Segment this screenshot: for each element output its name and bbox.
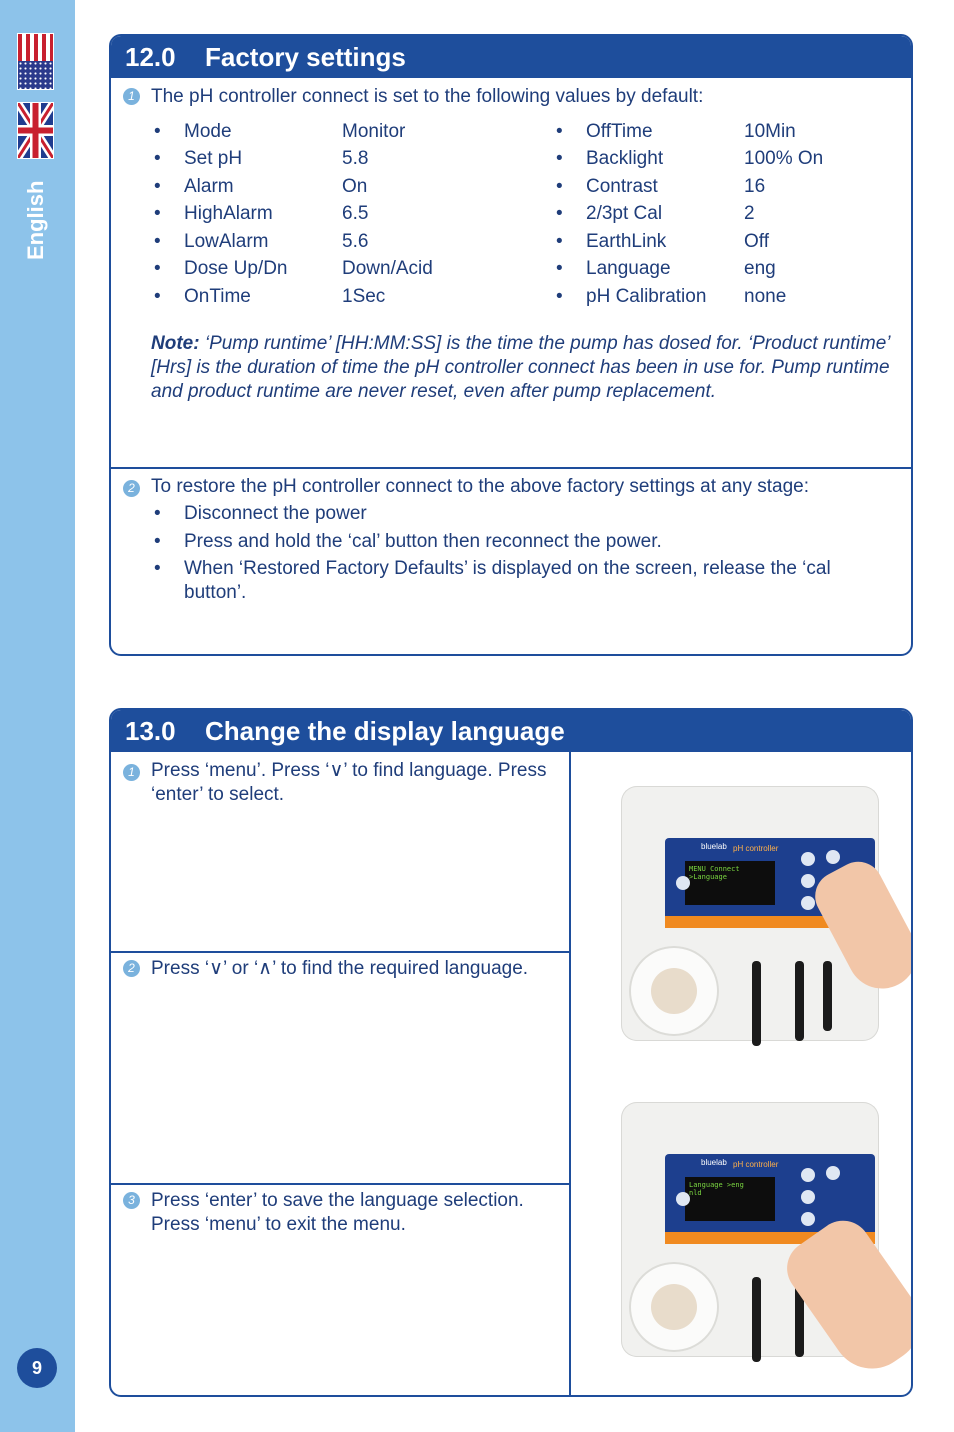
device-photo-menu [621, 786, 903, 1056]
step-divider [111, 951, 570, 953]
device-photo-language [621, 1102, 903, 1372]
step-text: Press ‘menu’. Press ‘∨’ to find language. Press ‘enter’ to select. [151, 760, 547, 805]
up-button [801, 874, 815, 888]
device-screen: MENU Connect >Language [685, 861, 775, 905]
cal-button [676, 876, 690, 890]
runtime-note [151, 332, 903, 404]
sidebar [0, 0, 75, 1432]
device-model-label: pH controller [733, 844, 779, 853]
section-13-header [111, 710, 911, 752]
uk-flag-icon [17, 102, 54, 159]
note-label: Note: [151, 333, 200, 354]
up-button [801, 1190, 815, 1204]
cable [795, 961, 804, 1041]
step-text: Press ‘enter’ to save the language selection. Press ‘menu’ to exit the menu. [151, 1190, 524, 1235]
pump-rotor [651, 968, 697, 1014]
down-button [801, 1212, 815, 1226]
pump-rotor [651, 1284, 697, 1330]
device-screen: Language >eng nld [685, 1177, 775, 1221]
factory-settings-panel: 12.0 Factory settings 1 The pH controller connect is set to the following values by default: • Mode Monitor • Set pH 5.8 • Alarm On • HighAlarm 6.5 • LowAlarm 5.6 • Dose Up/Dn Down/Acid • OnTime 1Sec • OffTime 10Min • Backlight 100% On • Contrast 16 • 2/3pt Cal 2 • EarthLink Off • Language eng • pH Calibration none Note: ‘Pump runtime’ [HH:MM:SS] is the time the pump has dosed for. ‘Product runtime’ [Hrs] is the duration of time the pH controller connect has been in use for. Pump runtime and product runtime are never reset, even after pump replacement. 2 To restore the pH controller connect to the above factory settings at any stage: • Disconnect the power • Press and hold the ‘cal’ button then reconnect the power. • When ‘Restored Factory Defaults’ is displayed on the screen, release the ‘cal button’. [109, 34, 913, 656]
step-number-badge: 3 [123, 1192, 140, 1209]
step-number-badge: 1 [123, 88, 140, 105]
list-item: • When ‘Restored Factory Defaults’ is displayed on the screen, release the ‘cal button’. [154, 558, 831, 603]
change-language-panel [109, 708, 913, 1397]
column-divider [569, 752, 571, 1395]
cable [823, 961, 832, 1031]
device-model-label: pH controller [733, 1160, 779, 1169]
note-text: ‘Pump runtime’ [HH:MM:SS] is the time the pump has dosed for. ‘Product runtime’ [Hrs] is the duration of time the pH controller connect has been in use for. Pump runtime and product runtime are never reset, even after pump replacement. [151, 333, 890, 402]
step-text: Press ‘∨’ or ‘∧’ to find the required language. [151, 958, 529, 979]
section-number: 13.0 [125, 716, 176, 746]
section-number: 12.0 [125, 42, 176, 72]
cable [752, 961, 761, 1046]
down-button [801, 896, 815, 910]
cable [752, 1277, 761, 1362]
brand-logo: bluelab [701, 842, 727, 851]
enter-button [826, 850, 840, 864]
menu-button [801, 852, 815, 866]
step-number-badge: 2 [123, 960, 140, 977]
page-number: 9 [17, 1348, 57, 1388]
section-title: Change the display language [205, 716, 565, 746]
defaults-intro: The pH controller connect is set to the following values by default: [151, 86, 704, 107]
restore-intro: To restore the pH controller connect to the above factory settings at any stage: [151, 476, 809, 497]
section-12-header [111, 36, 911, 78]
enter-button [826, 1166, 840, 1180]
cal-button [676, 1192, 690, 1206]
language-label: English [23, 180, 48, 260]
menu-button [801, 1168, 815, 1182]
brand-logo: bluelab [701, 1158, 727, 1167]
step-number-badge: 1 [123, 764, 140, 781]
us-flag-icon [17, 33, 54, 90]
section-title: Factory settings [205, 42, 406, 72]
step-divider [111, 1183, 570, 1185]
step-number-badge: 2 [123, 480, 140, 497]
section-divider [111, 467, 911, 469]
list-item: • Press and hold the ‘cal’ button then reconnect the power. [154, 531, 662, 552]
list-item: • Disconnect the power [154, 503, 367, 524]
